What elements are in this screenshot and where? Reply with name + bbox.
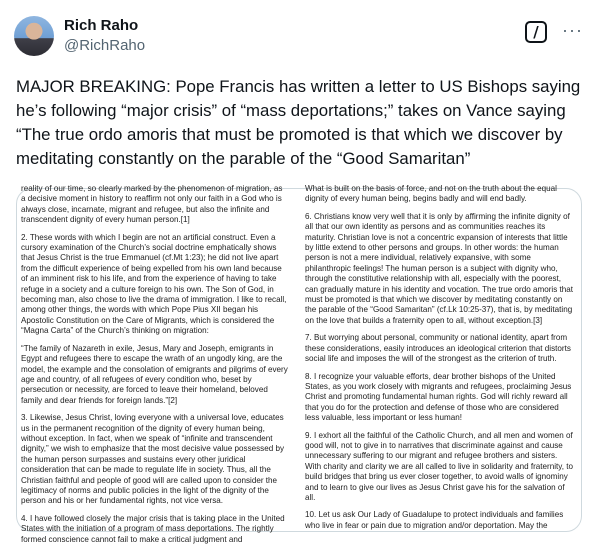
doc-paragraph: 9. I exhort all the faithful of the Catholic Church, and all men and women of good will, not to give in to narratives that discriminate against and cause unnecessary suffering to our migrant and refugee brothers and sisters. With charity and clarity we are all called to live in solidarity and fraternity, to build bridges that bring us ever closer together, to avoid walls of ignominy and to learn to give our lives as Jesus Christ gave his for the salvation of all. bbox=[305, 430, 573, 502]
doc-paragraph: 2. These words with which I begin are not an artificial construct. Even a cursory examination of the Church’s social doctrine emphatically shows that Jesus Christ is the true Emmanuel (cf.Mt 1:23); he did not live apart from the difficult experience of being expelled from his own land because of an imminent risk to his life, and from the experience of having to take refuge in a society and a culture foreign to his own. The Son of God, in becoming man, also chose to live the drama of immigration. I like to recall, among other things, the words with which Pope Pius XII began his Apostolic Constitution on the Care of Migrants, which is considered the “Magna Carta” of the Church’s thinking on migration: bbox=[21, 232, 287, 336]
tweet-text: MAJOR BREAKING: Pope Francis has written a letter to US Bishops saying he’s following “major crisis” of “mass deportations;” takes on Vance saying “The true ordo amoris that must be promoted is that which we discover by meditating constantly on the parable of the “Good Samaritan” bbox=[16, 77, 581, 168]
tweet-media-image[interactable] bbox=[16, 184, 582, 544]
doc-paragraph: 4. I have followed closely the major crisis that is taking place in the United States with the initiation of a program of mass deportations. The rightly formed conscience cannot fail to make a critical judgment and bbox=[21, 513, 285, 544]
tweet-header bbox=[0, 0, 596, 64]
doc-paragraph: 10. Let us ask Our Lady of Guadalupe to protect individuals and families who live in fear or pain due to migration and/or deportation. May the bbox=[305, 510, 564, 530]
avatar[interactable] bbox=[14, 16, 54, 56]
doc-paragraph: 8. I recognize your valuable efforts, dear brother bishops of the United States, as you work closely with migrants and refugees, proclaiming Jesus Christ and promoting fundamental human rights. God will richly reward all that you do for the protection and defense of those who are considered less valuable, less important or less human! bbox=[305, 371, 572, 423]
doc-paragraph: 7. But worrying about personal, community or national identity, apart from these considerations, easily introduces an ideological criterion that distorts social life and imposes the will of the strongest as the criterion of truth. bbox=[305, 333, 571, 364]
doc-paragraph: 3. Likewise, Jesus Christ, loving everyone with a universal love, educates us in the permanent recognition of the dignity of every human being, without exception. In fact, when we speak of “infinite and transcendent dignity,” we wish to emphasize that the most decisive value possessed by the human person surpasses and sustains every other juridical consideration that can be made to regulate life in society. Thus, all the Christian faithful and people of good will are called upon to consider the legitimacy of norms and public policies in the light of the dignity of the person and his or her fundamental rights, not vice versa. bbox=[21, 413, 285, 506]
doc-paragraph: 6. Christians know very well that it is only by affirming the infinite dignity of all that our own identity as persons and as communities reaches its maturity. Christian love is not a concentric expansion of interests that little by little extend to other persons and groups. In other words: the human person is not a mere individual, relatively expansive, with some philanthropic feelings! The human person is a subject with dignity who, through the constitutive relationship with all, especially with the poorest, can gradually mature in his identity and vocation. The true ordo amoris that must be promoted is that which we discover by meditating constantly on the parable of the “Good Samaritan” (cf.Lk 10:25-37), that is, by meditating on the love that builds a fraternity open to all, without exception.[3] bbox=[305, 211, 573, 325]
author-handle[interactable]: @RichRaho bbox=[64, 37, 146, 54]
doc-paragraph: reality of our time, so clearly marked by the phenomenon of migration, as a decisive moment in history to reaffirm not only our faith in a God who is always close, incarnate, migrant and refugee, but also the infinite and transcendent dignity of every human person.[1] bbox=[21, 184, 283, 225]
doc-paragraph: What is built on the basis of force, and not on the truth about the equal dignity of every human being, begins badly and will end badly. bbox=[305, 184, 557, 204]
doc-paragraph: “The family of Nazareth in exile, Jesus, Mary and Joseph, emigrants in Egypt and refugees there to escape the wrath of an ungodly king, are the model, the example and the consolation of emigrants and pilgrims of every age and country, of all refugees of every condition who, beset by persecution or necessity, are forced to leave their homeland, beloved family and dear friends for foreign lands.”[2] bbox=[21, 343, 288, 405]
author-display-name[interactable]: Rich Raho bbox=[64, 17, 139, 34]
document-left-column bbox=[21, 184, 289, 544]
document-right-column bbox=[305, 184, 573, 531]
more-options-icon[interactable]: ··· bbox=[562, 20, 583, 40]
grok-icon[interactable]: / bbox=[525, 21, 547, 43]
